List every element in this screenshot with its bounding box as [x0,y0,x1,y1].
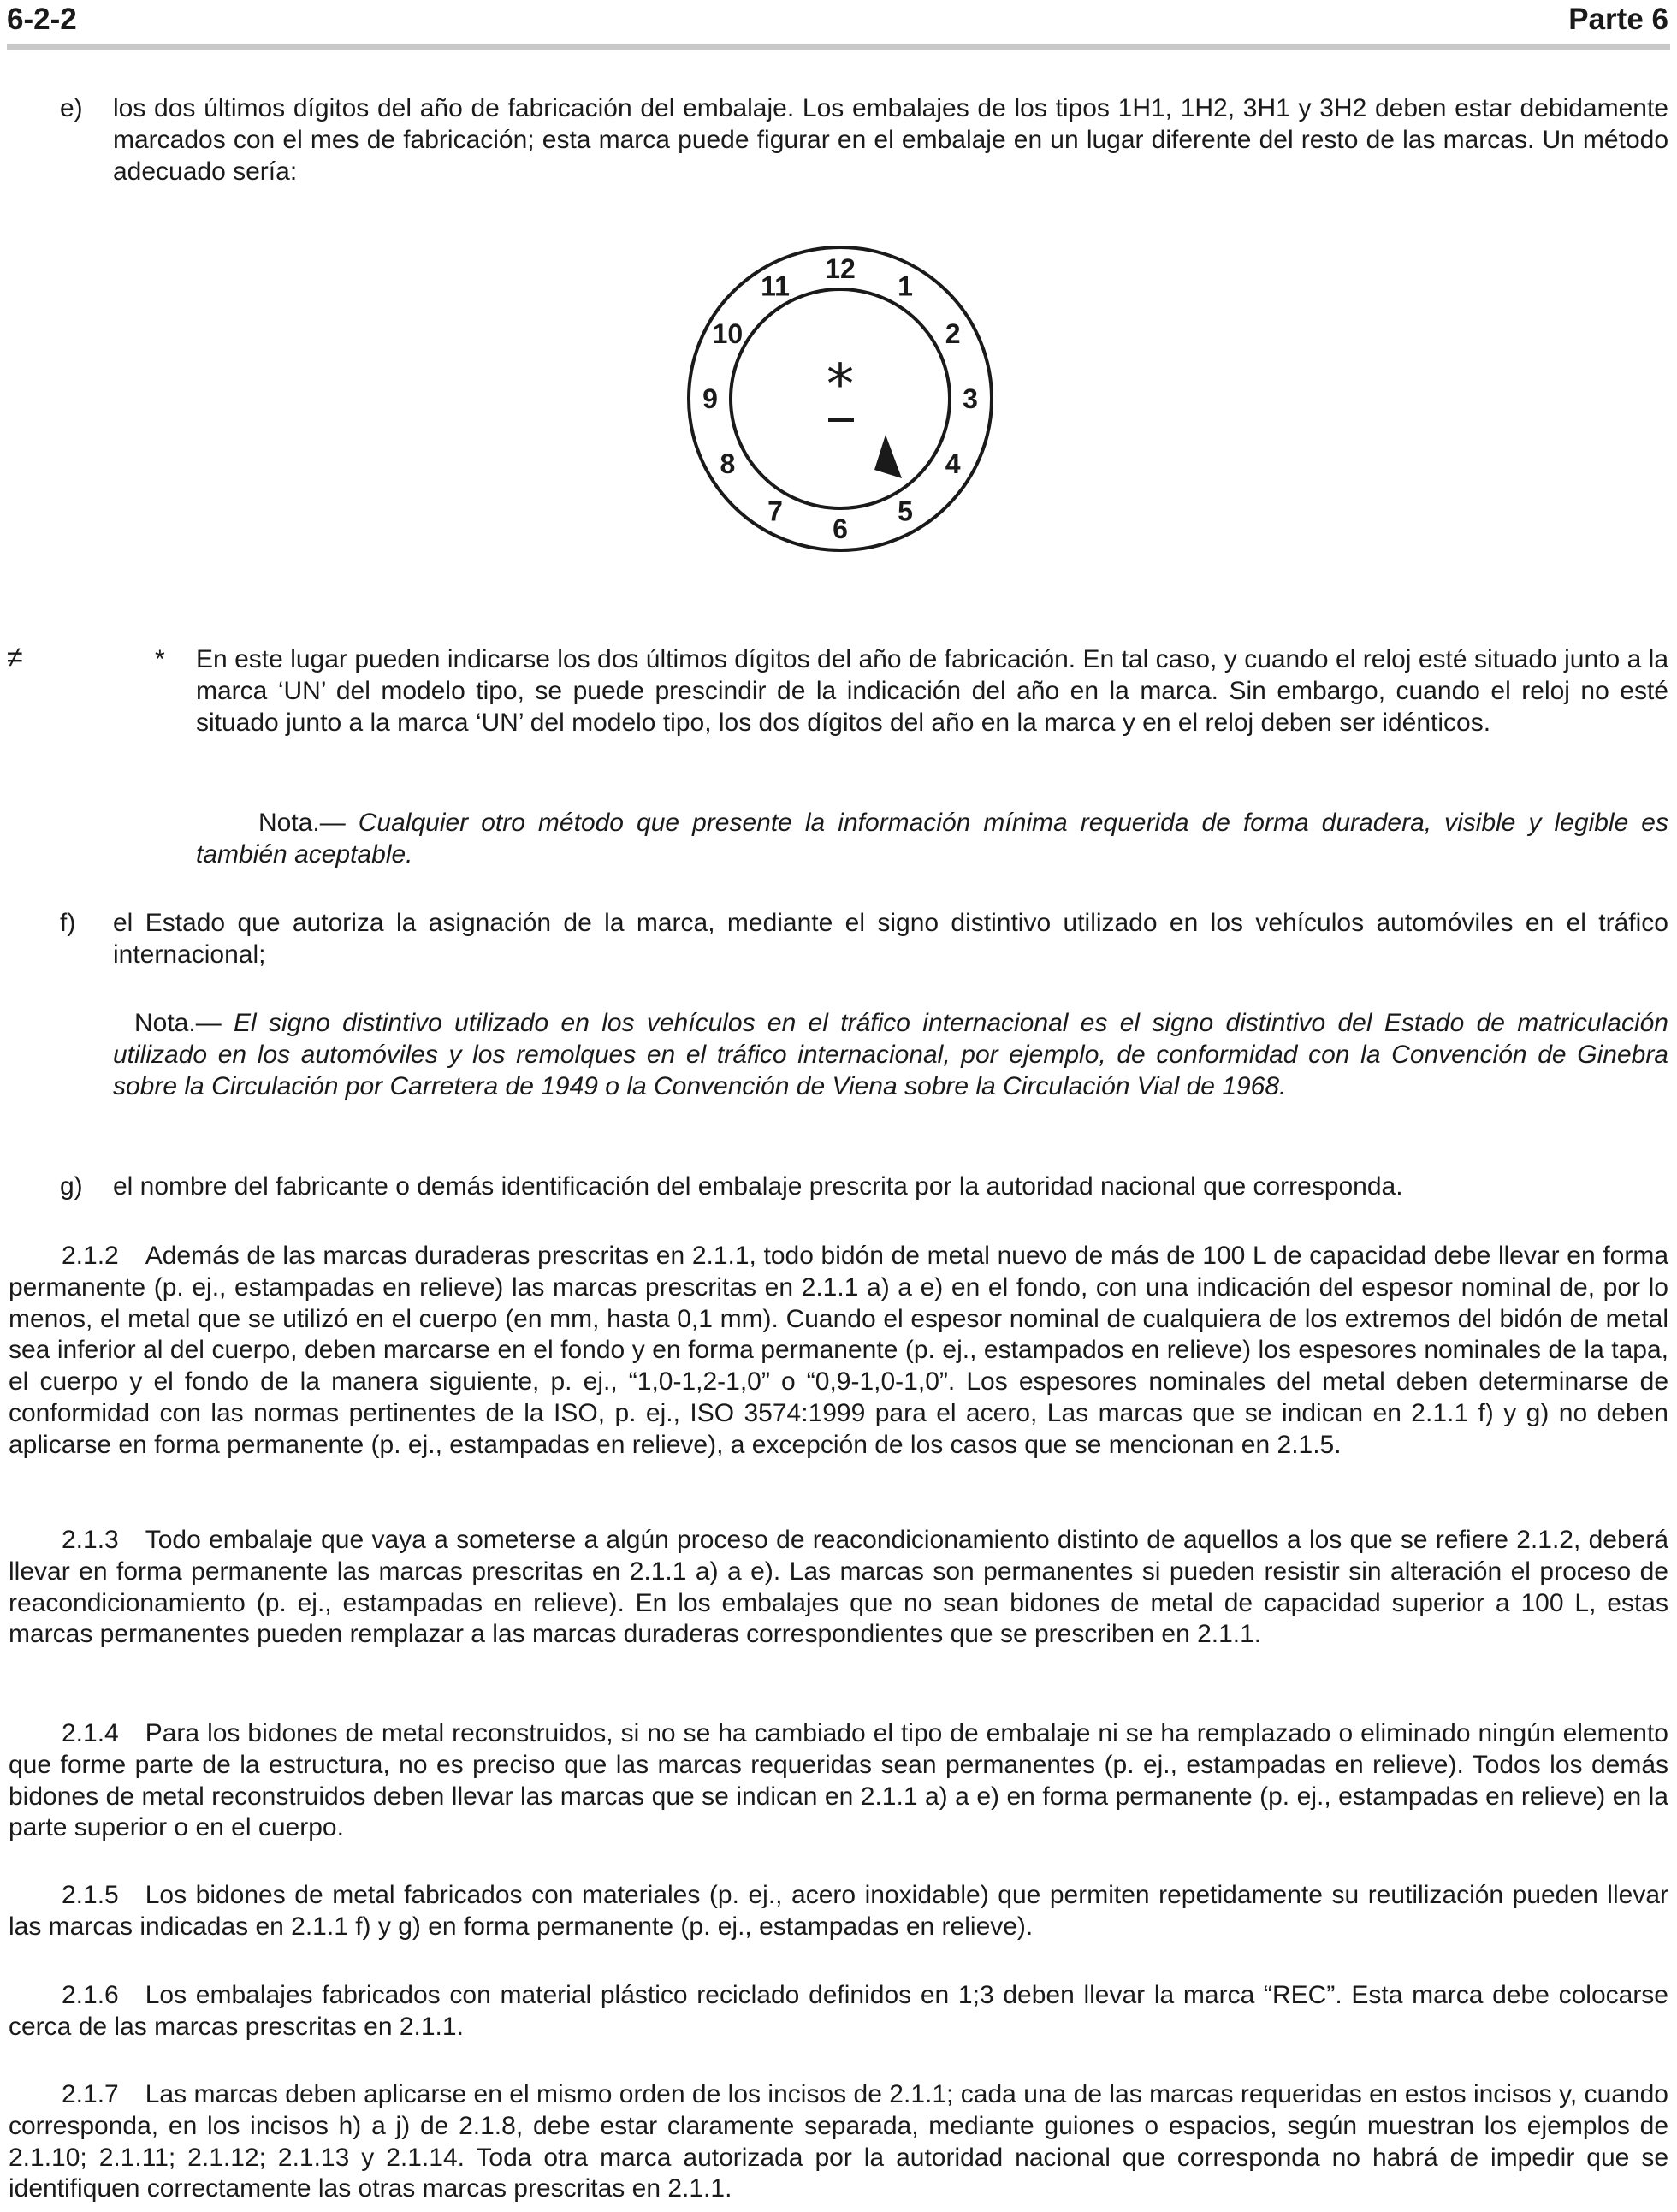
section-number: 2.1.3 [62,1526,119,1554]
page-number: 6-2-2 [7,3,77,36]
section-text: Los bidones de metal fabricados con materiales (p. ej., acero inoxidable) que permiten repetidamente su reutilización pueden llevar las marcas indicadas en 2.1.1 f) y g) en forma permanente (p. ej., estampadas en relieve). [9,1881,1668,1941]
section-2-1-7 [9,2079,1668,2205]
nota-1-head: Nota.— [258,809,346,837]
item-f-text: el Estado que autoriza la asignación de la marca, mediante el signo distintivo utilizado en los vehículos automóviles en el tráfico internacional; [113,909,1668,969]
item-g-text: el nombre del fabricante o demás identificación del embalaje prescrita por la autoridad nacional que corresponda. [113,1172,1403,1201]
nota-2-head: Nota.— [134,1009,222,1037]
clock-hour-9: 9 [702,383,718,414]
clock-hour-5: 5 [898,495,913,527]
nota-1 [196,808,1668,871]
section-number: 2.1.7 [62,2080,119,2108]
section-text: Para los bidones de metal reconstruidos, si no se ha cambiado el tipo de embalaje ni se ha remplazado o eliminado ningún elemento que forme parte de la estructura, no es preciso que las marcas requeridas sean permanentes (p. ej., estampadas en relieve). Todos los demás bidones de metal reconstruidos deben llevar las marcas que se indican en 2.1.1 a) a e) en forma permanente (p. ej., estampadas en relieve) en la parte superior o en el cuerpo. [9,1719,1668,1842]
clock-hour-10: 10 [712,318,744,349]
clock-hour-11: 11 [761,270,790,302]
section-2-1-3 [9,1525,1668,1651]
clock-hour-4: 4 [945,448,961,479]
section-number: 2.1.4 [62,1719,119,1747]
section-2-1-4 [9,1718,1668,1844]
month-clock-diagram [686,236,994,570]
item-e-label: e) [60,94,83,122]
change-mark: ≠ [7,641,23,673]
footnote-text: En este lugar pueden indicarse los dos últimos dígitos del año de fabricación. En tal caso, y cuando el reloj esté situado junto a la marca ‘UN’ del modelo tipo, se puede prescindir de la indicación del año en la marca. Sin embargo, cuando el reloj no esté situado junto a la marca ‘UN’ del modelo tipo, los dos dígitos del año en la marca y en el reloj deben ser idénticos. [196,645,1668,737]
item-e-text: los dos últimos dígitos del año de fabricación del embalaje. Los embalajes de los tipos 1H1, 1H2, 3H1 y 3H2 deben estar debidamente marcados con el mes de fabricación; esta marca puede figurar en el embalaje en un lugar diferente del resto de las marcas. Un método adecuado sería: [113,94,1668,186]
clock-hour-7: 7 [767,495,783,527]
section-text: Los embalajes fabricados con material plástico reciclado definidos en 1;3 deben llevar la marca “REC”. Esta marca debe colocarse cerca de las marcas prescritas en 2.1.1. [9,1981,1668,2041]
nota-1-text: Cualquier otro método que presente la información mínima requerida de forma duradera, visible y legible es también aceptable. [196,809,1668,869]
section-text: Todo embalaje que vaya a someterse a algún proceso de reacondicionamiento distinto de aquellos a los que se refiere 2.1.2, deberá llevar en forma permanente las marcas prescritas en 2.1.1 a) a e). Las marcas son permanentes si pueden resistir sin alteración el proceso de reacondicionamiento (p. ej., estampadas en relieve). En los embalajes que no sean bidones de metal de capacidad superior a 100 L, estas marcas permanentes pueden remplazar a las marcas duraderas correspondientes que se prescriben en 2.1.1. [9,1526,1668,1649]
nota-2-text: El signo distintivo utilizado en los vehículos en el tráfico internacional es el signo distintivo del Estado de matriculación utilizado en los automóviles y los remolques en el tráfico internacional, por ejemplo, de conformidad con la Convención de Ginebra sobre la Circulación por Carretera de 1949 o la Convención de Viena sobre la Circulación Vial de 1968. [113,1009,1668,1100]
item-g-label: g) [60,1172,83,1201]
part-label: Parte 6 [1568,3,1668,36]
item-f-label: f) [60,909,76,937]
clock-hour-8: 8 [720,448,736,479]
section-text: Las marcas deben aplicarse en el mismo orden de los incisos de 2.1.1; cada una de las marcas requeridas en estos incisos y, cuando corresponda, en los incisos h) a j) de 2.1.8, debe estar claramente separada, mediante guiones o espacios, según muestran los ejemplos de 2.1.10; 2.1.11; 2.1.12; 2.1.13 y 2.1.14. Toda otra marca autorizada por la autoridad nacional que corresponda no habrá de impedir que se identifiquen correctamente las otras marcas prescritas en 2.1.1. [9,2080,1668,2203]
footnote-marker: * [155,645,165,673]
clock-hour-6: 6 [833,513,848,544]
section-text: Además de las marcas duraderas prescritas en 2.1.1, todo bidón de metal nuevo de más de 100 L de capacidad debe llevar en forma permanente (p. ej., estampadas en relieve) las marcas prescritas en 2.1.1 a) a e) en el fondo, con una indicación del espesor nominal de, por lo menos, el metal que se utilizó en el cuerpo (en mm, hasta 0,1 mm). Cuando el espesor nominal de cualquiera de los extremos del bidón de metal sea inferior al del cuerpo, deben marcarse en el fondo y en forma permanente (p. ej., estampados en relieve) los espesores nominales de la tapa, el cuerpo y el fondo de la manera siguiente, p. ej., “1,0-1,2-1,0” o “0,9-1,0-1,0”. Los espesores nominales del metal deben determinarse de conformidad con las normas pertinentes de la ISO, p. ej., ISO 3574:1999 para el acero, Las marcas que se indican en 2.1.1 f) y g) no deben aplicarse en forma permanente (p. ej., estampadas en relieve), a excepción de los casos que se mencionan en 2.1.5. [9,1242,1668,1459]
header-rule [7,44,1670,50]
section-2-1-2 [9,1241,1668,1462]
clock-hour-2: 2 [945,318,961,349]
nota-2 [113,1008,1668,1102]
clock-center-symbol: * [827,353,854,417]
section-number: 2.1.6 [62,1981,119,2009]
section-number: 2.1.2 [62,1242,119,1270]
clock-hour-1: 1 [898,270,913,302]
section-number: 2.1.5 [62,1881,119,1909]
section-2-1-5 [9,1880,1668,1943]
clock-pointer-arrow [874,435,902,478]
section-2-1-6 [9,1980,1668,2043]
clock-hour-12: 12 [825,253,856,284]
clock-hour-3: 3 [963,383,978,414]
